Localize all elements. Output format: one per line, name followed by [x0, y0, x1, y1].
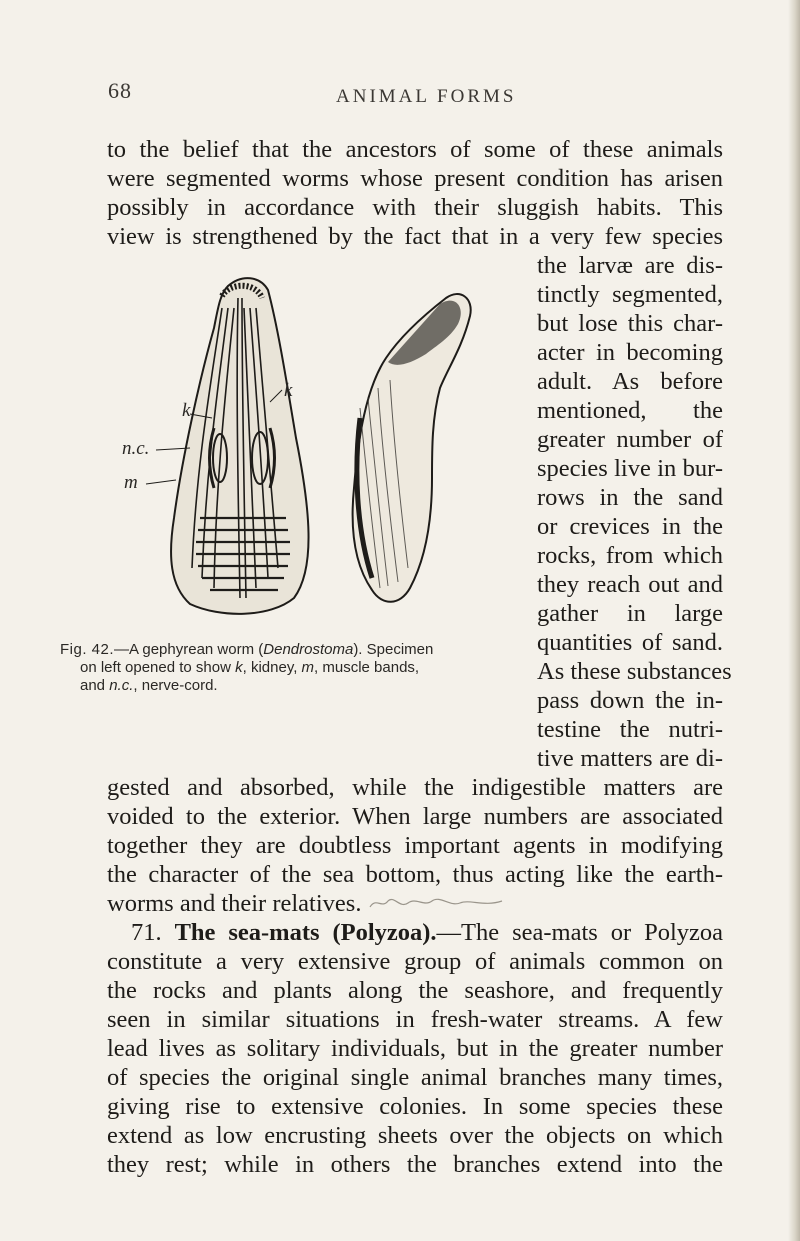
body-line: to the belief that the ancestors of some of these animals — [107, 136, 723, 163]
caption-line: Fig. 42.—A gephyrean worm (Dendrostoma). Specimen — [60, 641, 434, 658]
whole-specimen — [353, 294, 471, 602]
label-nerve-cord: n.c. — [122, 438, 150, 459]
label-k-left: k — [182, 400, 191, 421]
column-line: gather in large — [537, 600, 723, 627]
section-heading: The sea-mats (Polyzoa). — [174, 919, 437, 946]
body-line: extend as low encrusting sheets over the objects on which — [107, 1122, 723, 1149]
column-line: rocks, from which — [537, 542, 723, 569]
body-line: possibly in accordance with their sluggish habits. This — [107, 194, 723, 221]
column-line: pass down the in- — [537, 687, 723, 714]
body-line-paragraph-end: worms and their relatives. — [107, 890, 362, 917]
body-line: seen in similar situations in fresh-water streams. A few — [107, 1006, 723, 1033]
caption-genus: Dendrostoma — [263, 641, 354, 658]
body-line: lead lives as solitary individuals, but in the greater number — [107, 1035, 723, 1062]
column-line: testine the nutri- — [537, 716, 723, 743]
column-line: quantities of sand. — [537, 629, 723, 656]
column-line: As these substances — [537, 658, 732, 685]
column-line: they reach out and — [537, 571, 723, 598]
figure-caption — [60, 641, 530, 695]
column-line: species live in bur- — [537, 455, 723, 482]
body-line: of species the original single animal branches many times, — [107, 1064, 723, 1091]
column-line: greater number of — [537, 426, 723, 453]
body-line: were segmented worms whose present condition has arisen — [107, 165, 723, 192]
column-line: but lose this char- — [537, 310, 723, 337]
page-edge — [788, 0, 800, 1241]
body-line: the character of the sea bottom, thus acting like the earth- — [107, 861, 723, 888]
page-number: 68 — [108, 78, 132, 103]
column-line: the larvæ are dis- — [537, 252, 723, 279]
column-line: or crevices in the — [537, 513, 723, 540]
caption-fig-number: Fig. 42. — [60, 641, 115, 658]
body-line: gested and absorbed, while the indigestible matters are — [107, 774, 723, 801]
section-number: 71. — [131, 919, 162, 946]
body-line: constitute a very extensive group of animals common on — [107, 948, 723, 975]
caption-line: on left opened to show k, kidney, m, muscle bands, — [80, 659, 420, 676]
body-line: they rest; while in others the branches extend into the — [107, 1151, 723, 1178]
label-k-right: k — [284, 380, 293, 401]
column-line: tinctly segmented, — [537, 281, 723, 308]
pencil-scribble — [366, 893, 506, 911]
running-head: ANIMAL FORMS — [336, 86, 517, 107]
body-line: the rocks and plants along the seashore, and frequently — [107, 977, 723, 1004]
body-line: voided to the exterior. When large numbers are associated — [107, 803, 723, 830]
worm-illustration — [110, 268, 538, 618]
figure-gephyrean-worm — [110, 268, 538, 618]
section-heading-line: 71. The sea-mats (Polyzoa).—The sea-mats or Polyzoa — [131, 919, 723, 946]
column-line: mentioned, the — [537, 397, 723, 424]
column-line: rows in the sand — [537, 484, 723, 511]
label-muscle-bands: m — [124, 472, 138, 493]
body-line: together they are doubtless important agents in modifying — [107, 832, 723, 859]
leader-muscle-bands — [146, 480, 176, 484]
caption-line: and n.c., nerve-cord. — [80, 677, 218, 694]
body-line: giving rise to extensive colonies. In some species these — [107, 1093, 723, 1120]
column-line: acter in becoming — [537, 339, 723, 366]
column-line: adult. As before — [537, 368, 723, 395]
body-line: view is strengthened by the fact that in a very few species — [107, 223, 723, 250]
opened-specimen — [171, 278, 309, 614]
column-line: tive matters are di- — [537, 745, 723, 772]
